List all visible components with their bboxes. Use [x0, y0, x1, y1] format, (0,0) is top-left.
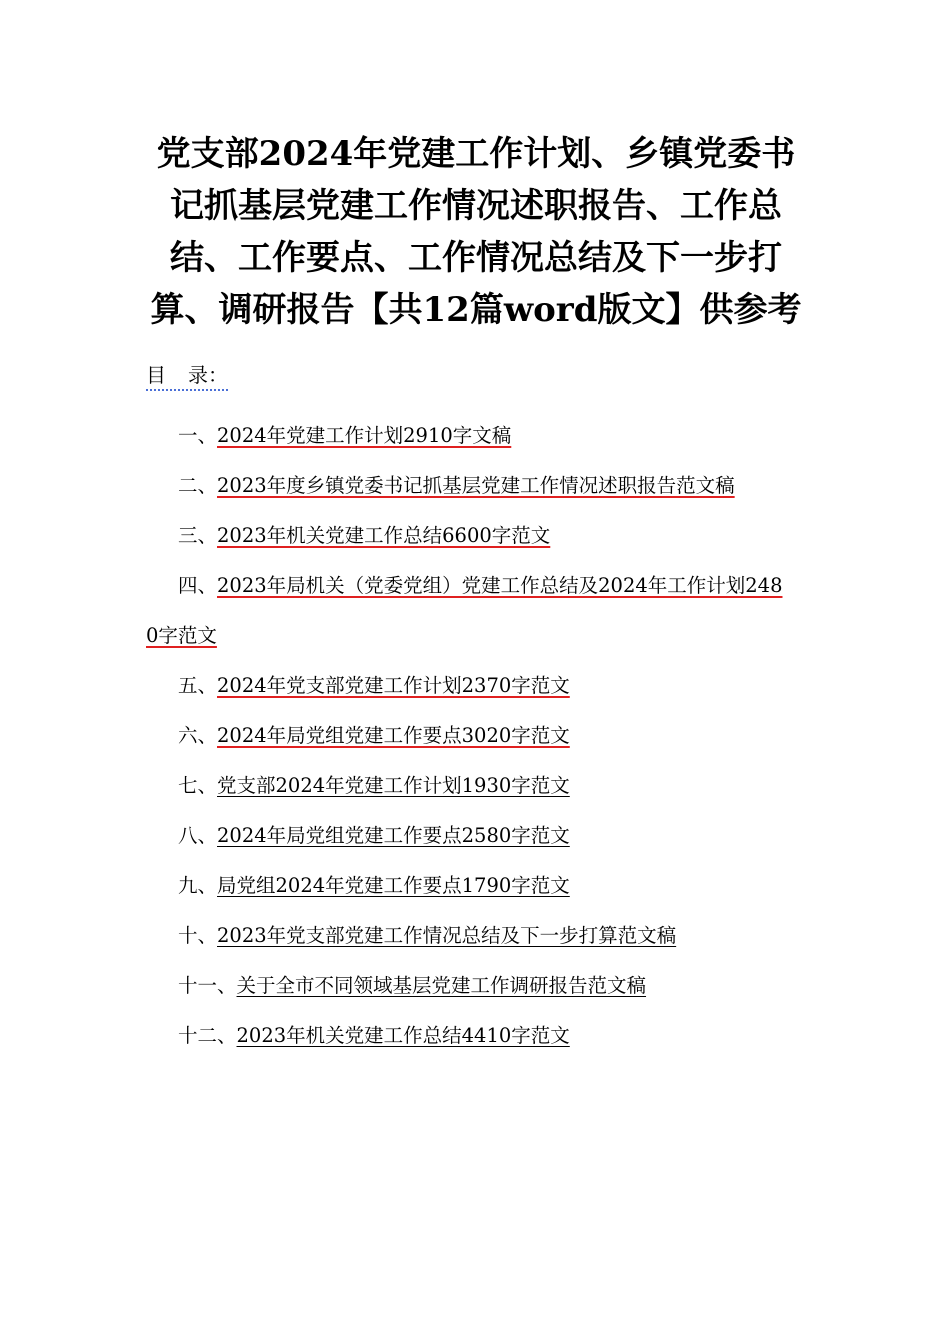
toc-item-4: [146, 561, 792, 661]
toc-item-7: [146, 761, 806, 811]
toc-item-number: 十二、: [178, 1024, 237, 1047]
toc-item-12: [146, 1011, 806, 1061]
toc-item-8: [146, 811, 806, 861]
toc-item-number: 八、: [178, 824, 218, 847]
document-title: 党支部2024年党建工作计划、乡镇党委书记抓基层党建工作情况述职报告、工作总结、工作要点、工作情况总结及下一步打算、调研报告【共12篇word版文】供参考: [150, 134, 802, 330]
toc-item-1: [146, 411, 806, 461]
toc-item-number: 七、: [178, 774, 218, 797]
toc-item-number: 十、: [178, 924, 218, 947]
toc-link[interactable]: 2023年机关党建工作总结4410字范文: [236, 1024, 570, 1047]
toc-link[interactable]: 2024年局党组党建工作要点3020字范文: [217, 724, 570, 747]
toc-item-number: 十一、: [178, 974, 237, 997]
toc-link[interactable]: 局党组2024年党建工作要点1790字范文: [217, 874, 570, 897]
toc-link[interactable]: 关于全市不同领域基层党建工作调研报告范文稿: [236, 974, 647, 997]
toc-item-number: 五、: [178, 674, 218, 697]
toc-item-11: [146, 961, 806, 1011]
toc-item-6: [146, 711, 806, 761]
toc-item-2: [146, 461, 792, 511]
toc-link[interactable]: 2024年局党组党建工作要点2580字范文: [217, 824, 570, 847]
toc-link[interactable]: 2024年党建工作计划2910字文稿: [217, 424, 512, 447]
toc-heading: [146, 362, 228, 391]
toc-item-5: [146, 661, 806, 711]
toc-heading-char-1: 目: [146, 363, 166, 387]
toc-item-number: 六、: [178, 724, 218, 747]
toc-link[interactable]: 2023年党支部党建工作情况总结及下一步打算范文稿: [217, 924, 677, 947]
toc-item-number: 一、: [178, 424, 218, 447]
toc-item-9: [146, 861, 806, 911]
toc-link[interactable]: 2023年机关党建工作总结6600字范文: [217, 524, 551, 547]
toc-item-3: [146, 511, 806, 561]
toc-link[interactable]: 2023年度乡镇党委书记抓基层党建工作情况述职报告范文稿: [217, 474, 735, 497]
toc-item-number: 四、: [178, 574, 218, 597]
table-of-contents: [146, 411, 806, 1061]
toc-item-number: 九、: [178, 874, 218, 897]
toc-heading-char-2: 录：: [188, 363, 228, 387]
toc-link[interactable]: 2023年局机关（党委党组）党建工作总结及2024年工作计划2480字范文: [146, 574, 783, 647]
toc-item-number: 二、: [178, 474, 218, 497]
toc-link[interactable]: 党支部2024年党建工作计划1930字范文: [217, 774, 570, 797]
toc-item-number: 三、: [178, 524, 218, 547]
toc-link[interactable]: 2024年党支部党建工作计划2370字范文: [217, 674, 570, 697]
toc-item-10: [146, 911, 806, 961]
